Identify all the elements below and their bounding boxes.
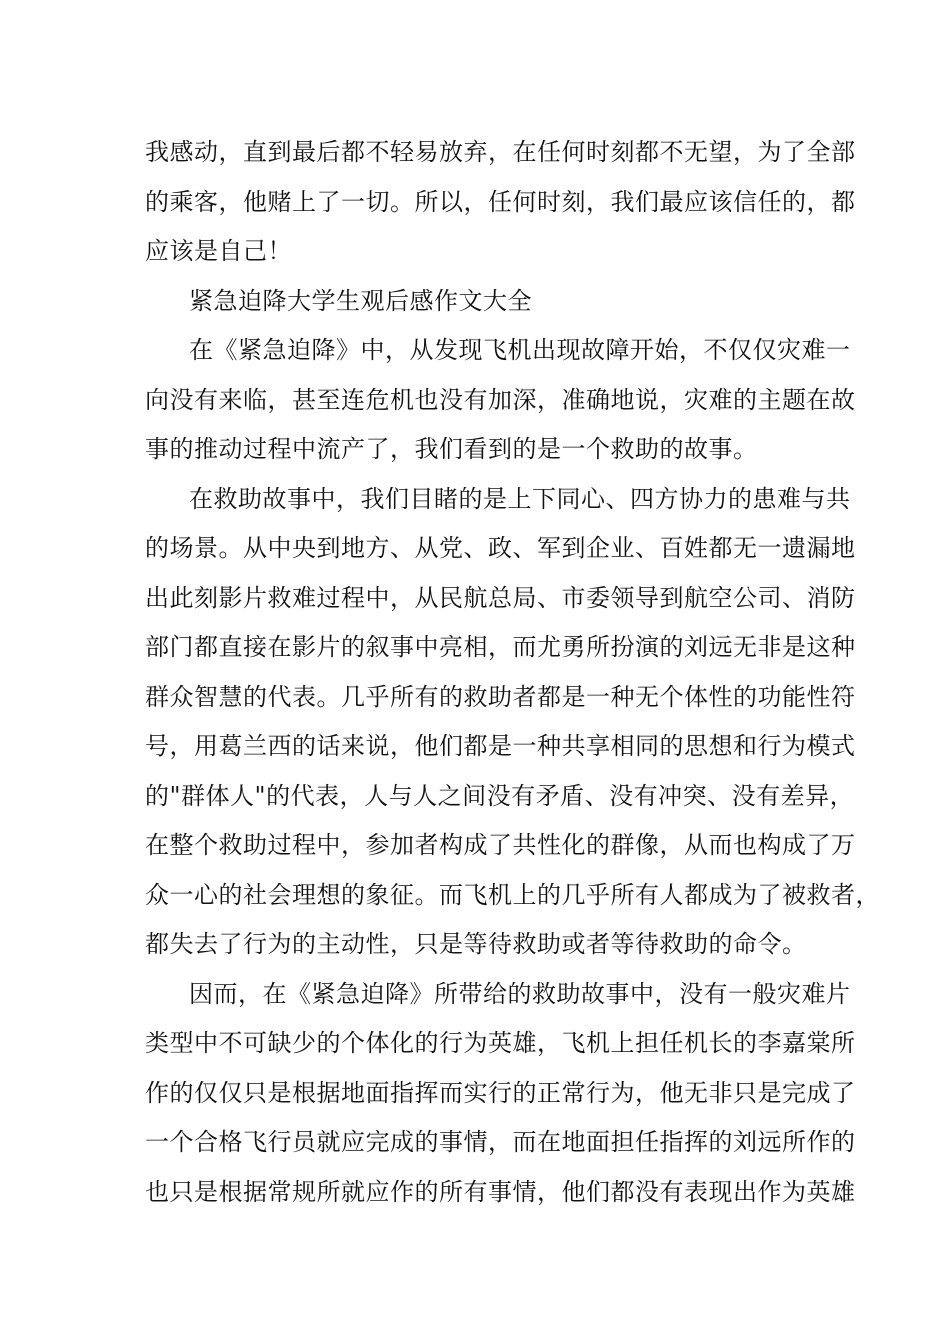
text-line: 也只是根据常规所就应作的所有事情，他们都没有表现出作为英雄 [145, 1177, 856, 1206]
text-line: 在救助故事中，我们目睹的是上下同心、四方协力的患难与共 [189, 484, 851, 513]
text-line: 我感动，直到最后都不轻易放弃，在任何时刻都不无望，为了全部 [145, 138, 856, 166]
text-line: 向没有来临，甚至连危机也没有加深，准确地说，灾难的主题在故 [145, 385, 856, 414]
text-line: 应该是自己！ [145, 237, 292, 265]
text-line: 在整个救助过程中，参加者构成了共性化的群像，从而也构成了万 [145, 831, 856, 859]
text-line: 号，用葛兰西的话来说，他们都是一种共享相同的思想和行为模式 [145, 732, 856, 760]
text-line: 一个合格飞行员就应完成的事情，而在地面担任指挥的刘远所作的 [145, 1128, 856, 1156]
text-line: 作的仅仅只是根据地面指挥而实行的正常行为，他无非只是完成了 [145, 1078, 856, 1107]
text-line: 类型中不可缺少的个体化的行为英雄，飞机上担任机长的李嘉棠所 [145, 1029, 856, 1057]
text-line: 出此刻影片救难过程中，从民航总局、市委领导到航空公司、消防 [145, 583, 856, 612]
text-line: 部门都直接在影片的叙事中亮相，而尤勇所扮演的刘远无非是这种 [145, 633, 856, 661]
text-line: 都失去了行为的主动性，只是等待救助或者等待救助的命令。 [145, 930, 807, 958]
text-line: 群众智慧的代表。几乎所有的救助者都是一种无个体性的功能性符 [145, 682, 856, 711]
text-line: 众一心的社会理想的象征。而飞机上的几乎所有人都成为了被救者， [145, 880, 880, 909]
text-line: 的乘客，他赌上了一切。所以，任何时刻，我们最应该信任的，都 [145, 187, 856, 216]
text-line: 的"群体人"的代表，人与人之间没有矛盾、没有冲突、没有差异， [145, 781, 855, 810]
text-line: 因而，在《紧急迫降》所带给的救助故事中，没有一般灾难片 [189, 979, 851, 1008]
text-line: 事的推动过程中流产了，我们看到的是一个救助的故事。 [145, 435, 758, 463]
text-line: 紧急迫降大学生观后感作文大全 [189, 286, 532, 315]
text-line: 的场景。从中央到地方、从党、政、军到企业、百姓都无一遗漏地 [145, 534, 856, 562]
document-body [145, 128, 880, 1217]
text-line: 在《紧急迫降》中，从发现飞机出现故障开始，不仅仅灾难一 [189, 336, 851, 364]
